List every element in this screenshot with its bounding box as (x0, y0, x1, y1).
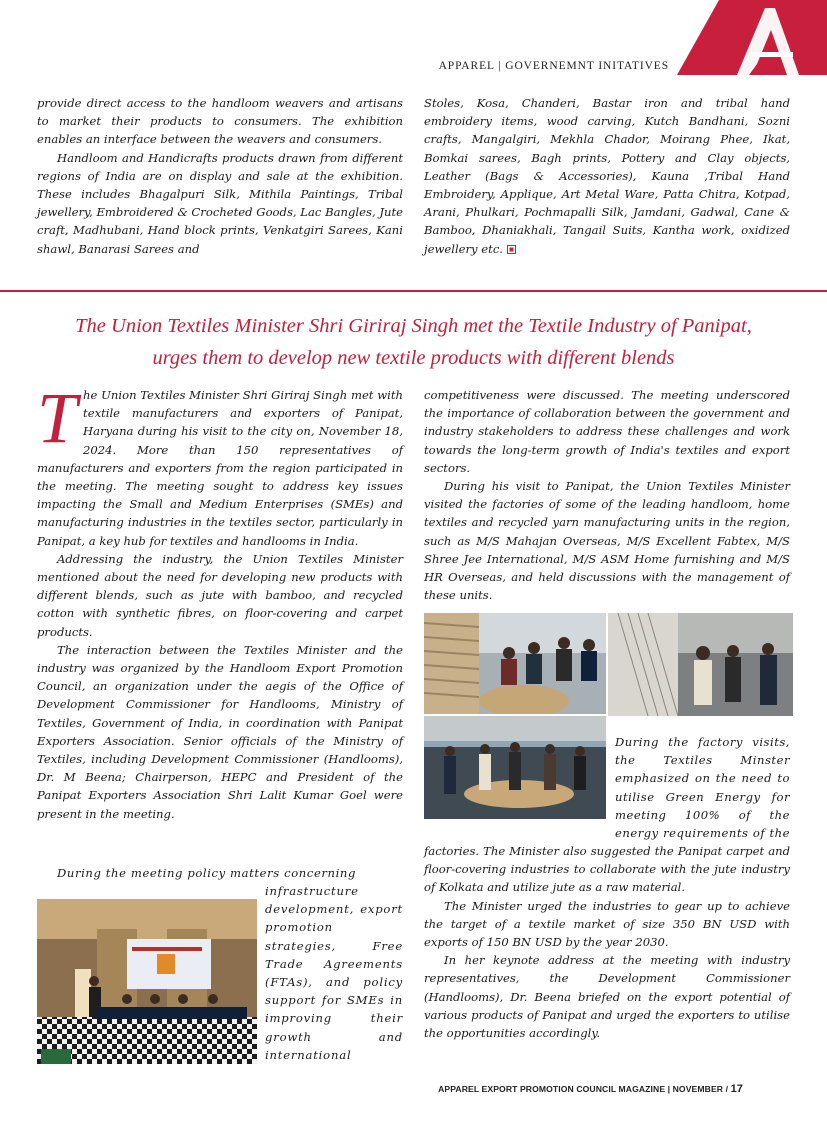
paragraph: During his visit to Panipat, the Union Textiles Minister visited the factories of some of the leading handloom, home textiles and recycled yarn manufacturing units in the region, such as M/S Mahajan Overseas, M/S Excellent Fabtex, M/S Shree Jee International, M/S ASM Home furnishing and M/S HR Overseas, and held discussions with the management of these units. (424, 479, 790, 603)
section-label: APPAREL | GOVERNEMNT INITATIVES (438, 60, 669, 72)
top-article-left-column (37, 94, 403, 258)
paragraph-top-line: During the meeting policy matters concerning (57, 866, 357, 880)
paragraph: The Minister urged the industries to gear up to achieve the target of a textile market of size 350 BN USD with exports of 150 BN USD by the year 2030. (424, 898, 790, 950)
paragraph-wrap-beside-photo: infrastructure development, export promotion strategies, Free Trade Agreements (FTAs), and policy support for SMEs in improving their growth and international (265, 884, 403, 1062)
paragraph: In her keynote address at the meeting with industry representatives, the Development Commissioner (Handlooms), Dr. Beena briefed on the export potential of various products of Panipat and urged the exporters to utilise the opportunities accordingly. (424, 953, 790, 1041)
magazine-logo-icon (677, 0, 827, 75)
paragraph: Handloom and Handicrafts products drawn from different regions of India are on display and sale at the exhibition. These includes Bhagalpuri Silk, Mithila Paintings, Tribal jewellery, Embroidered & Crocheted Goods, Lac Bangles, Jute craft, Madhubani, Hand block prints, Venkatgiri Sarees, Kani shawl, Banarasi Sarees and (37, 150, 403, 256)
paragraph: The interaction between the Textiles Minister and the industry was organized by the Handloom Export Promotion Council, an organization under the aegis of the Office of Development Commissioner for Handlooms, Ministry of Textiles, Government of India, in coordination with Panipat Exporters Association. Senior officials of the Ministry of Textiles, including Development Commissioner (Handlooms), Dr. M Beena; Chairperson, HEPC and President of the Panipat Exporters Association Shri Lalit Kumar Goel were present in the meeting. (37, 642, 403, 821)
page-number: 17 (730, 1083, 743, 1095)
drop-cap: T (37, 378, 78, 458)
paragraph: provide direct access to the handloom weavers and artisans to market their products to consumers. The exhibition enables an interface between the weavers and consumers. (37, 96, 403, 147)
article-left-column (37, 378, 403, 823)
page-footer (438, 1083, 743, 1095)
factory-photo-carpet-unit (424, 716, 606, 819)
paragraph: Stoles, Kosa, Chanderi, Bastar iron and tribal hand embroidery items, wood carving, Kutch Bandhani, Sozni crafts, Mangalgiri, Mekhla Chador, Moirang Phee, Ikat, Bomkai sarees, Bagh prints, Pottery and Clay objects, Leather (Bags & Accessories), Kauna ,Tribal Hand Embroidery, Applique, Art Metal Ware, Patta Chitra, Kotpad, Arani, Phulkari, Pochmapalli Silk, Jamdani, Gadwal, Cane & Bamboo, Dhaniakhali, Tangail Suits, Kantha work, oxidized jewellery etc. (424, 96, 790, 256)
meeting-photo (37, 899, 257, 1064)
headline-line: urges them to develop new textile products with different blends (152, 347, 675, 369)
section-divider (0, 290, 827, 292)
paragraph: competitiveness were discussed. The meeting underscored the importance of collaboration between the government and industry stakeholders to address these challenges and work towards the long-term growth of India's textiles and export sectors. (424, 388, 790, 475)
article-headline (14, 310, 813, 374)
paragraph-wrap-beside-photos: During the factory visits, the Textiles Minster emphasized on the need to utilise Green Energy for meeting 100% of the energy requirements of the (615, 735, 790, 841)
paragraph: factories. The Minister also suggested the Panipat carpet and floor-covering industries to collaborate with the jute industry of Kolkata and utilize jute as a raw material. (424, 844, 790, 895)
end-of-article-icon (507, 245, 516, 254)
paragraph: Addressing the industry, the Union Textiles Minister mentioned about the need for developing new products with different blends, such as jute with bamboo, and recycled cotton with synthetic fibres, on floor-covering and carpet products. (37, 551, 403, 639)
factory-photo-jute (424, 613, 606, 714)
article-right-column (424, 386, 790, 604)
paragraph: he Union Textiles Minister Shri Giriraj Singh met with textile manufacturers and exporters of Panipat, Haryana during his visit to the city on, November 18, 2024. More than 150 representatives of manufacturers and exporters from the region participated in the meeting. The meeting sought to address key issues impacting the Small and Medium Enterprises (SMEs) and manufacturing industries in the textiles sector, particularly in Panipat, a key hub for textiles and handlooms in India. (37, 388, 403, 548)
factory-photo-loom (608, 613, 793, 716)
top-article-right-column (424, 94, 790, 258)
headline-line: The Union Textiles Minister Shri Giriraj Singh met the Textile Industry of Panipat, (75, 315, 752, 337)
article-right-column-lower (424, 842, 790, 1042)
magazine-name: APPAREL EXPORT PROMOTION COUNCIL MAGAZINE | NOVEMBER / (438, 1084, 729, 1094)
